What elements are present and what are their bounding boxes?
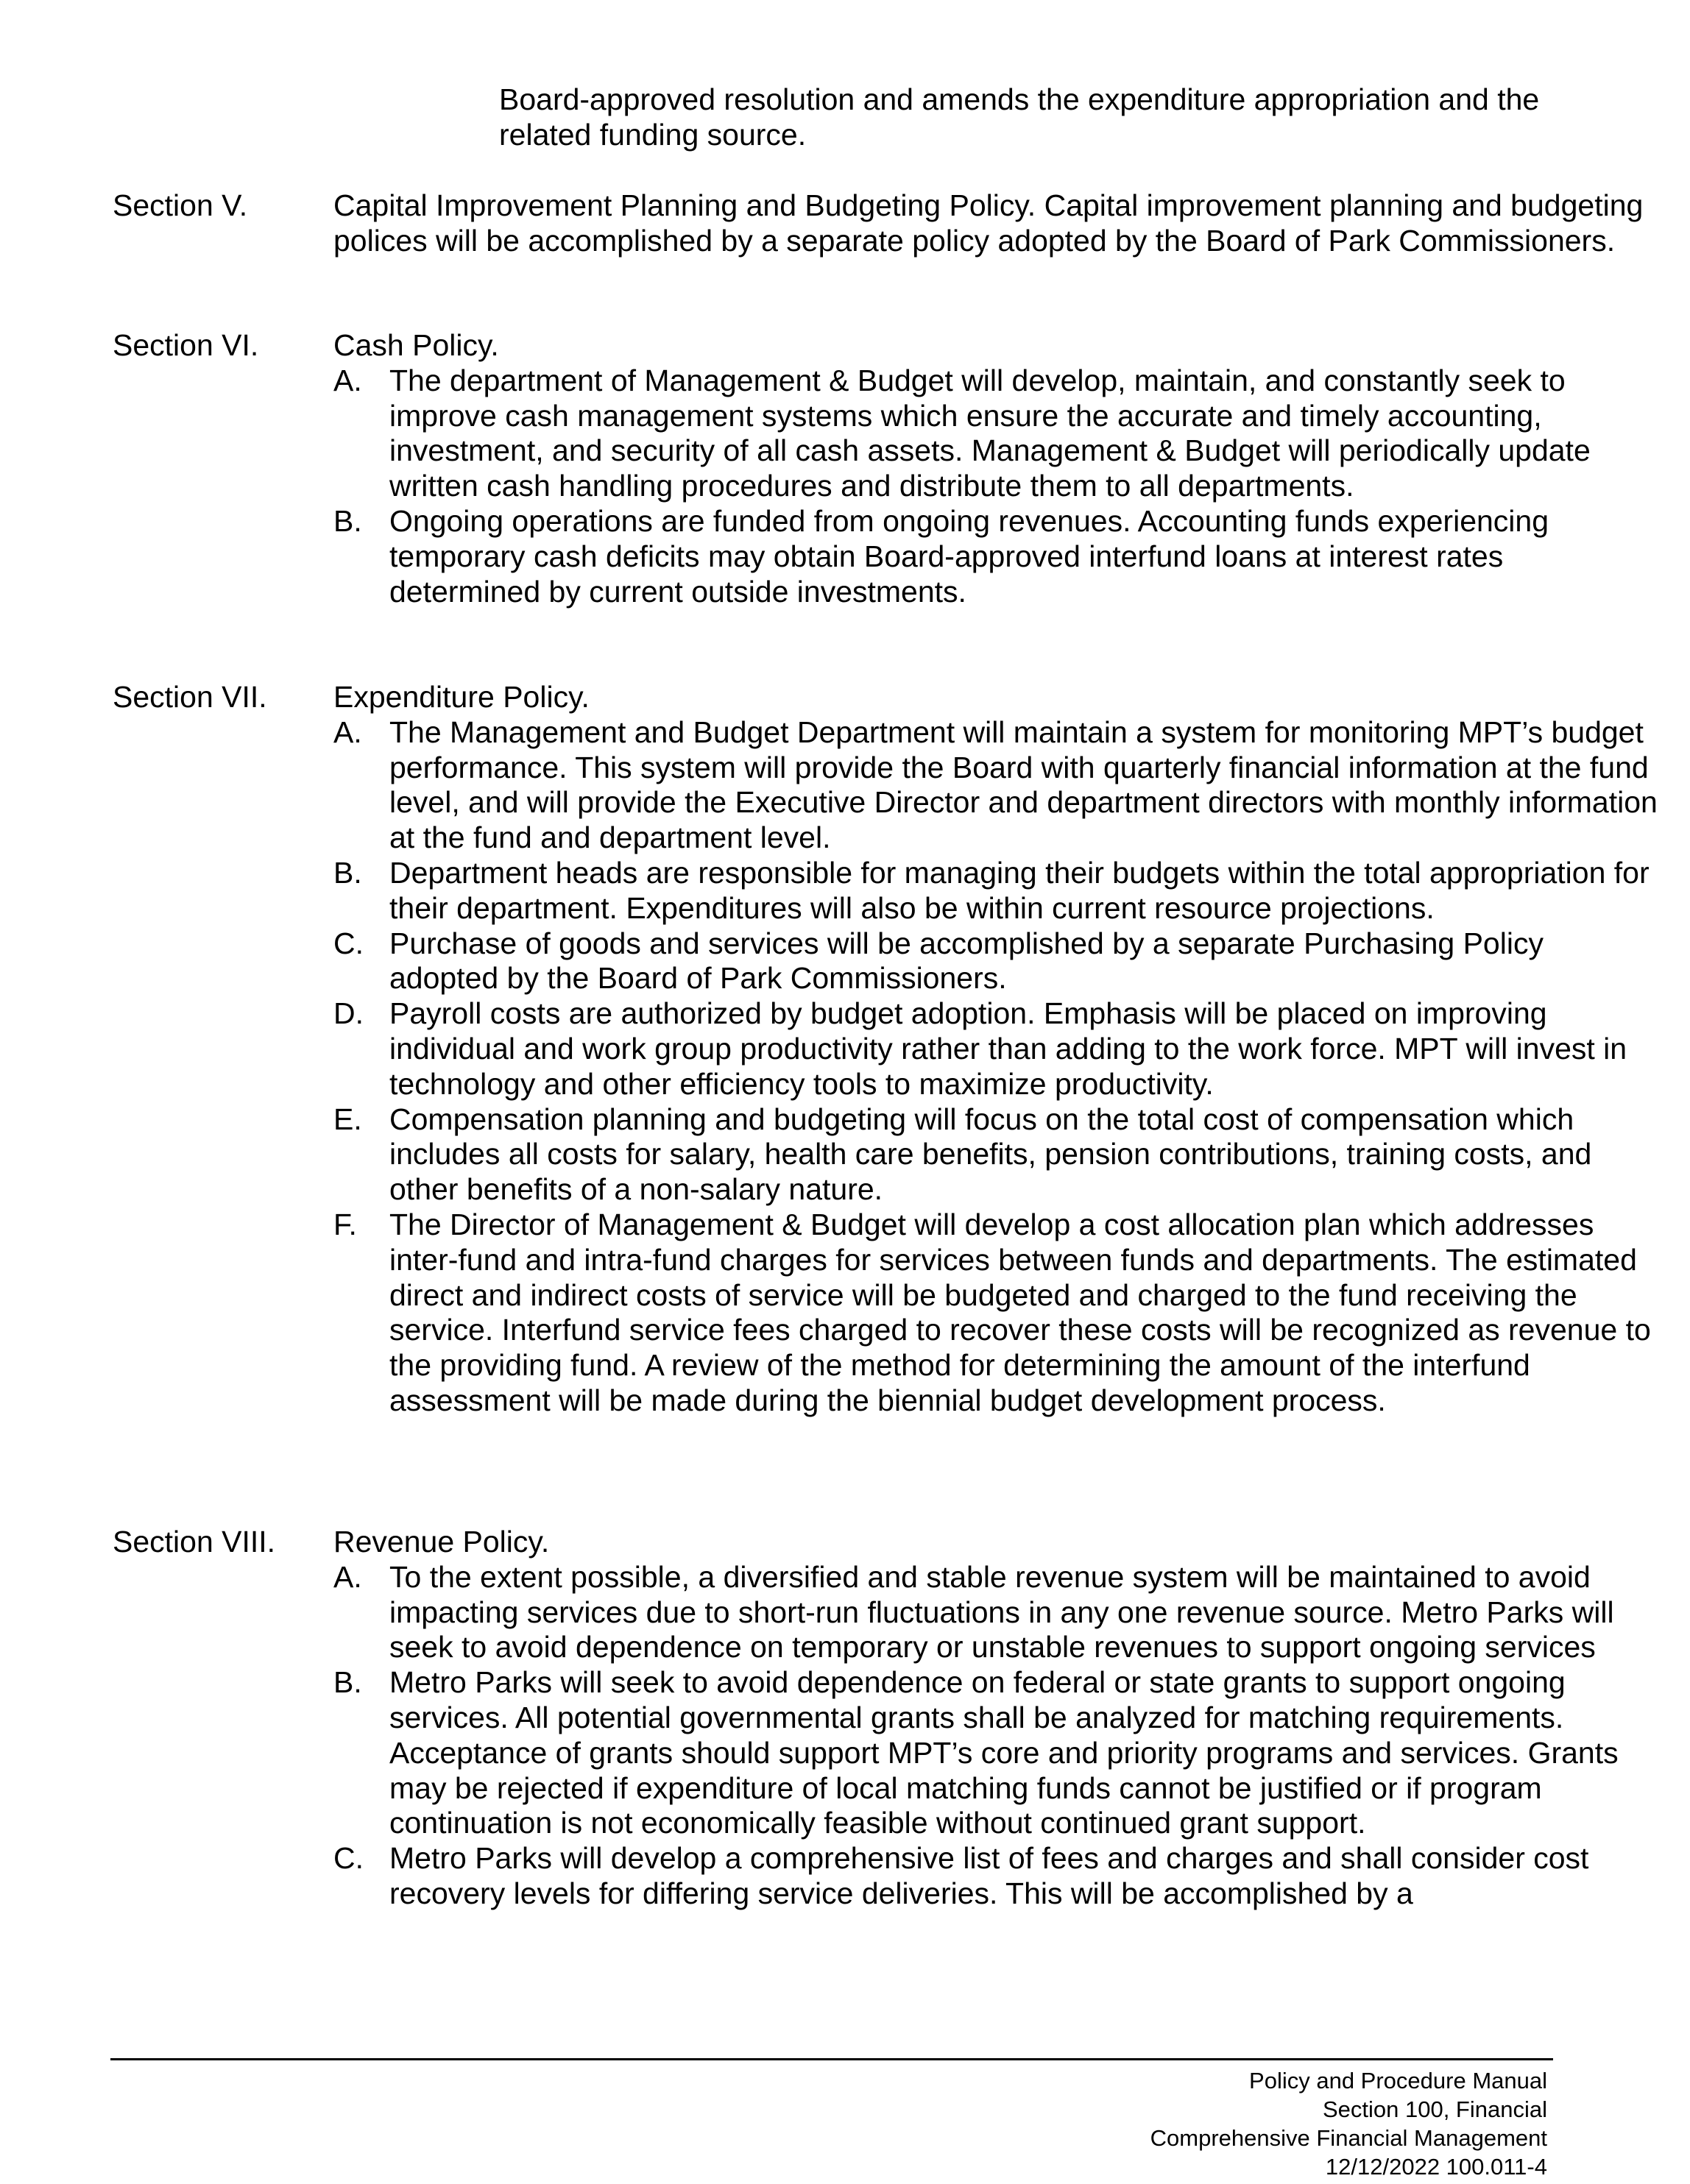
section-title: Cash Policy. — [333, 328, 499, 362]
section-label: Section VII. — [113, 680, 267, 714]
item-text: Payroll costs are authorized by budget adoption. Emphasis will be placed on improving individual and work group productivity rather than adding to the work force. MPT will invest in technology and other efficiency tools to maximize productivity. — [389, 996, 1627, 1101]
section-title: Expenditure Policy. — [333, 680, 590, 714]
list-item — [333, 856, 1658, 926]
item-letter: B. — [333, 503, 362, 538]
page-footer — [1150, 2066, 1547, 2181]
item-text: Purchase of goods and services will be accomplished by a separate Purchasing Policy adopted by the Board of Park Commissioners. — [389, 926, 1544, 996]
item-text: The Director of Management & Budget will develop a cost allocation plan which addresses inter-fund and intra-fund charges for services between funds and departments. The estimated direct and indirect costs of service will be budgeted and charged to the fund receiving the service. Interfund service fees charged to recover these costs will be recognized as revenue to the providing fund. A review of the method for determining the amount of the interfund assessment will be made during the biennial budget development process. — [389, 1207, 1651, 1417]
section-title: Revenue Policy. — [333, 1525, 550, 1559]
footer-manual-title: Policy and Procedure Manual — [1249, 2068, 1547, 2093]
section-body — [333, 1525, 1658, 1912]
item-letter: B. — [333, 1665, 362, 1700]
footer-section: Section 100, Financial — [1322, 2096, 1547, 2122]
section-body — [333, 680, 1658, 1419]
item-letter: C. — [333, 926, 364, 960]
list-item — [333, 364, 1658, 504]
item-text: Metro Parks will seek to avoid dependence on federal or state grants to support ongoing services. All potential governmental grants shall be analyzed for matching requirements. Acceptance of grants should support MPT’s core and priority programs and services. Grants may be rejected if expenditure of local matching funds cannot be justified or if program continuation is not economically feasible without continued grant support. — [389, 1665, 1619, 1840]
footer-date-page: 12/12/2022 100.011-4 — [1325, 2154, 1547, 2180]
item-text: Compensation planning and budgeting will focus on the total cost of compensation which includes all costs for salary, health care benefits, pension contributions, training costs, and other benefits of a non-salary nature. — [389, 1102, 1592, 1207]
item-letter: A. — [333, 715, 362, 749]
item-letter: E. — [333, 1102, 362, 1136]
item-text: To the extent possible, a diversified and stable revenue system will be maintained to avoid impacting services due to short-run fluctuations in any one revenue source. Metro Parks will seek to avoid dependence on temporary or unstable revenues to support ongoing services — [389, 1559, 1614, 1664]
carryover-paragraph: Board-approved resolution and amends the expenditure appropriation and the related funding source. — [499, 82, 1540, 152]
section-label: Section VIII. — [113, 1525, 276, 1559]
list-item — [333, 715, 1658, 856]
item-letter: C. — [333, 1841, 364, 1876]
section-label: Section V. — [113, 188, 248, 222]
item-text: The Management and Budget Department will maintain a system for monitoring MPT’s budget performance. This system will provide the Board with quarterly financial information at the fund level, and will provide the Executive Director and department directors with monthly information at the fund and department level. — [389, 715, 1658, 855]
list-item — [333, 926, 1658, 997]
item-text: Ongoing operations are funded from ongoing revenues. Accounting funds experiencing temporary cash deficits may obtain Board-approved interfund loans at interest rates determined by current outside investments. — [389, 503, 1549, 609]
item-letter: D. — [333, 996, 364, 1031]
list-item — [333, 1208, 1658, 1419]
section-body — [333, 328, 1658, 609]
list-item — [333, 996, 1658, 1102]
section-label: Section VI. — [113, 328, 259, 362]
item-letter: F. — [333, 1207, 357, 1241]
list-item — [333, 1841, 1658, 1912]
item-letter: A. — [333, 363, 362, 397]
section-body: Capital Improvement Planning and Budgeting Policy. Capital improvement planning and budgeting polices will be accomplished by a separate policy adopted by the Board of Park Commissioners. — [333, 188, 1644, 258]
list-item — [333, 1560, 1658, 1665]
item-letter: B. — [333, 855, 362, 890]
footer-policy-title: Comprehensive Financial Management — [1150, 2125, 1547, 2151]
footer-divider — [110, 2058, 1553, 2060]
list-item — [333, 1665, 1658, 1841]
item-text: Metro Parks will develop a comprehensive list of fees and charges and shall consider cost recovery levels for differing service deliveries. This will be accomplished by a — [389, 1841, 1589, 1910]
list-item — [333, 1102, 1658, 1208]
item-text: Department heads are responsible for managing their budgets within the total appropriation for their department. Expenditures will also be within current resource projections. — [389, 855, 1650, 925]
list-item — [333, 504, 1658, 609]
item-letter: A. — [333, 1559, 362, 1594]
item-text: The department of Management & Budget will develop, maintain, and constantly seek to improve cash management systems which ensure the accurate and timely accounting, investment, and security of all cash assets. Management & Budget will periodically update written cash handling procedures and distribute them to all departments. — [389, 363, 1591, 503]
